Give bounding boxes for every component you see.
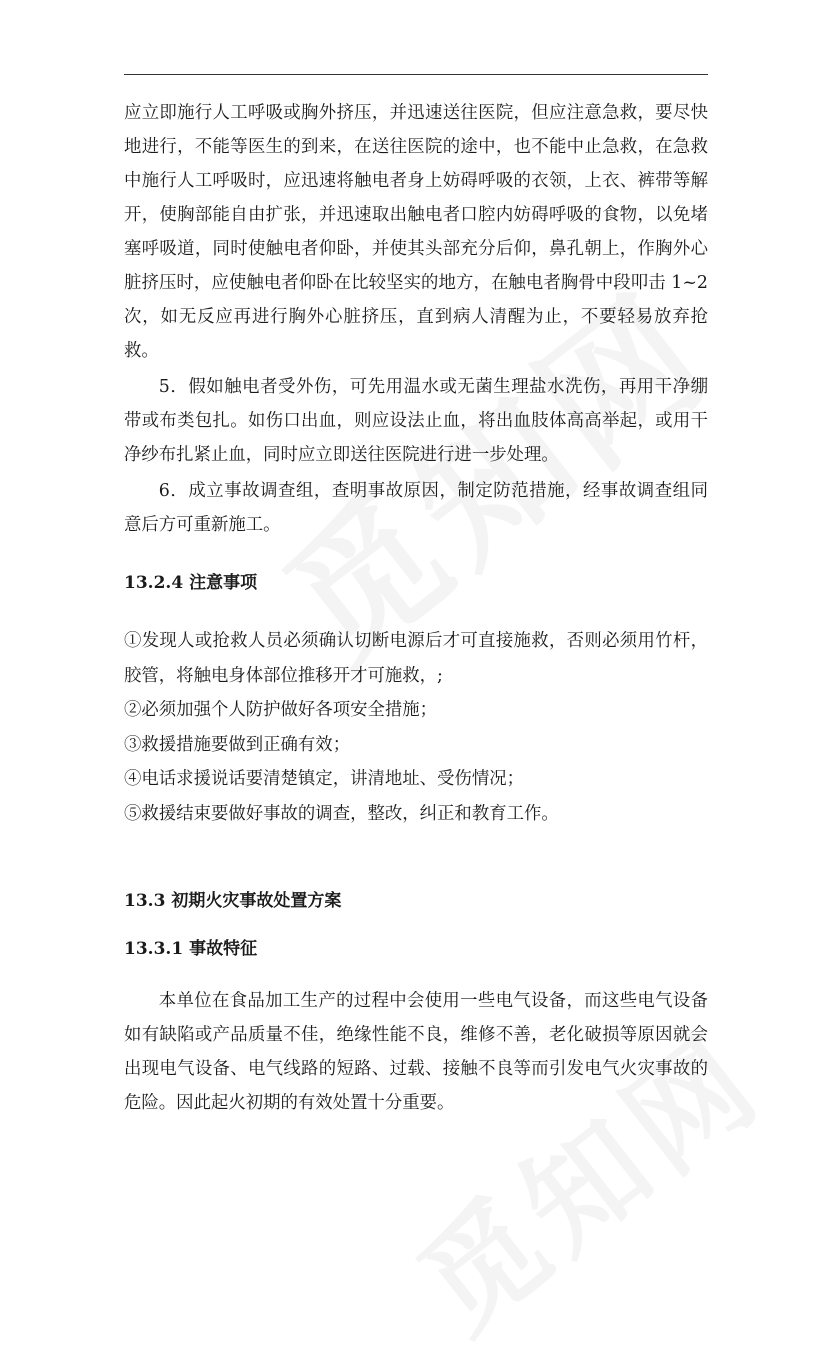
paragraph-item-6: 6．成立事故调查组，查明事故原因，制定防范措施，经事故调查组同意后方可重新施工。 bbox=[124, 481, 708, 535]
heading-13-3: 13.3 初期火灾事故处置方案 bbox=[124, 891, 342, 911]
list-item: ③救援措施要做到正确有效； bbox=[124, 734, 351, 755]
list-item: ①发现人或抢救人员必须确认切断电源后才可直接施救，否则必须用竹杆，胶管，将触电身体部位推移开才可施救，; bbox=[124, 631, 708, 686]
paragraph-accident-features: 本单位在食品加工生产的过程中会使用一些电气设备，而这些电气设备如有缺陷或产品质量不佳，绝缘性能不良，维修不善，老化破损等原因就会出现电气设备、电气线路的短路、过载、接触不良等而引发电气火灾事故的危险。因此起火初期的有效处置十分重要。 bbox=[124, 991, 708, 1113]
list-item: ④电话求援说话要清楚镇定，讲清地址、受伤情况； bbox=[124, 769, 524, 789]
paragraph-first-aid-continued: 应立即施行人工呼吸或胸外挤压，并迅速送往医院，但应注意急救，要尽快地进行，不能等医生的到来，在送往医院的途中，也不能中止急救，在急救中施行人工呼吸时，应迅速将触电者身上妨碍呼吸的衣领，上衣、裤带等解开，使胸部能自由扩张，并迅速取出触电者口腔内妨碍呼吸的食物，以免堵塞呼吸道，同时使触电者仰卧，并使其头部充分后仰，鼻孔朝上，作胸外心脏挤压时，应使触电者仰卧在比较坚实的地方，在触电者胸骨中段叩击 1~2 次，如无反应再进行胸外心脏挤压，直到病人清醒为止，不要轻易放弃抢救。 bbox=[124, 103, 708, 361]
heading-13-2-4: 13.2.4 注意事项 bbox=[124, 573, 258, 593]
precautions-list bbox=[124, 624, 708, 831]
heading-13-3-1: 13.3.1 事故特征 bbox=[124, 939, 258, 959]
document-body bbox=[124, 96, 708, 1120]
paragraph-item-5: 5．假如触电者受外伤，可先用温水或无菌生理盐水洗伤，再用干净绷带或布类包扎。如伤口出血，则应设法止血，将出血肢体高高举起，或用干净纱布扎紧止血，同时应立即送往医院进行进一步处理。 bbox=[124, 377, 708, 465]
list-item: ②必须加强个人防护做好各项安全措施； bbox=[124, 700, 438, 720]
list-item: ⑤救援结束要做好事故的调查，整改，纠正和教育工作。 bbox=[124, 803, 559, 824]
header-rule bbox=[124, 74, 708, 75]
